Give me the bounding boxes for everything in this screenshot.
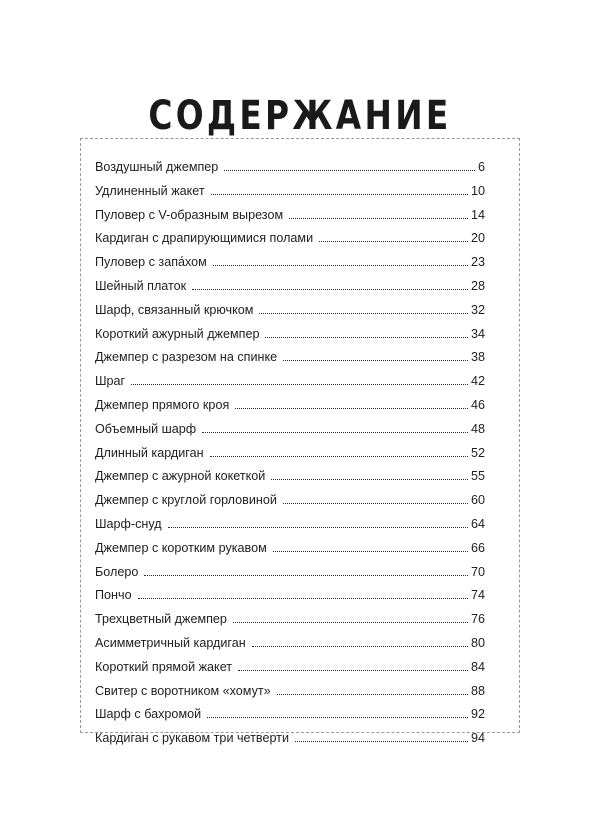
toc-entry-title: Джемпер с ажурной кокеткой	[95, 469, 266, 484]
toc-entry-page: 92	[470, 707, 485, 722]
toc-entry-title: Джемпер с круглой горловиной	[95, 493, 277, 508]
toc-entry[interactable]	[95, 156, 485, 180]
toc-dot-leader	[289, 218, 468, 219]
toc-entry[interactable]	[95, 561, 485, 585]
toc-entry[interactable]	[95, 680, 485, 704]
toc-entry[interactable]	[95, 323, 485, 347]
toc-dot-leader	[238, 670, 468, 671]
page-title: СОДЕРЖАНИЕ	[148, 92, 452, 139]
toc-dot-leader	[295, 741, 468, 742]
toc-dot-leader	[235, 408, 468, 409]
toc-entry-title: Трехцветный джемпер	[95, 612, 227, 627]
toc-entry-title: Шарф, связанный крючком	[95, 302, 254, 317]
toc-entry-title: Длинный кардиган	[95, 445, 204, 460]
toc-dot-leader	[271, 479, 468, 480]
toc-entry-page: 14	[470, 207, 485, 222]
toc-entry-page: 80	[470, 635, 485, 650]
toc-entry-title: Шейный платок	[95, 278, 187, 293]
toc-dot-leader	[283, 360, 468, 361]
toc-dot-leader	[277, 694, 468, 695]
toc-dot-leader	[144, 575, 468, 576]
toc-entry-page: 88	[470, 683, 485, 698]
toc-entry-title: Асимметричный кардиган	[95, 635, 246, 650]
toc-entry-title: Пуловер с запа́хом	[95, 255, 207, 270]
toc-dot-leader	[131, 384, 468, 385]
toc-entry-title: Шарф с бахромой	[95, 707, 202, 722]
toc-dot-leader	[224, 170, 475, 171]
toc-dot-leader	[252, 646, 468, 647]
toc-entry-page: 42	[470, 374, 485, 389]
toc-entry[interactable]	[95, 299, 485, 323]
toc-entry-page: 66	[470, 540, 485, 555]
toc-entry-page: 46	[470, 397, 485, 412]
toc-entry[interactable]	[95, 180, 485, 204]
toc-entry-title: Кардиган с рукавом три четверти	[95, 731, 289, 746]
toc-entry-title: Кардиган с драпирующимися полами	[95, 231, 314, 246]
table-of-contents	[95, 156, 485, 751]
toc-entry[interactable]	[95, 703, 485, 727]
toc-entry-page: 20	[470, 231, 485, 246]
toc-entry[interactable]	[95, 465, 485, 489]
toc-entry-title: Удлиненный жакет	[95, 183, 205, 198]
toc-entry-title: Воздушный джемпер	[95, 160, 219, 174]
toc-entry-page: 84	[470, 659, 485, 674]
toc-entry[interactable]	[95, 727, 485, 751]
toc-entry-title: Шраг	[95, 374, 126, 389]
toc-entry-page: 64	[470, 516, 485, 531]
toc-entry[interactable]	[95, 489, 485, 513]
toc-entry-page: 28	[470, 278, 485, 293]
toc-entry-page: 60	[470, 493, 485, 508]
toc-entry[interactable]	[95, 394, 485, 418]
toc-dot-leader	[265, 337, 468, 338]
toc-entry-page: 6	[477, 160, 485, 174]
toc-entry-title: Свитер с воротником «хомут»	[95, 683, 271, 698]
toc-dot-leader	[202, 432, 468, 433]
toc-entry-title: Пуловер с V-образным вырезом	[95, 207, 284, 222]
toc-entry[interactable]	[95, 418, 485, 442]
toc-entry-title: Джемпер с коротким рукавом	[95, 540, 267, 555]
toc-entry-title: Джемпер прямого кроя	[95, 397, 230, 412]
toc-entry[interactable]	[95, 513, 485, 537]
toc-dot-leader	[259, 313, 468, 314]
toc-entry[interactable]	[95, 656, 485, 680]
toc-entry-page: 52	[470, 445, 485, 460]
toc-entry-page: 34	[470, 326, 485, 341]
toc-entry[interactable]	[95, 584, 485, 608]
toc-dot-leader	[192, 289, 468, 290]
toc-dot-leader	[207, 717, 468, 718]
toc-entry-page: 23	[470, 255, 485, 270]
toc-entry[interactable]	[95, 608, 485, 632]
toc-dot-leader	[233, 622, 468, 623]
toc-entry-title: Болеро	[95, 564, 139, 579]
toc-entry-page: 55	[470, 469, 485, 484]
toc-entry[interactable]	[95, 346, 485, 370]
toc-entry-page: 10	[470, 183, 485, 198]
toc-entry[interactable]	[95, 537, 485, 561]
toc-dot-leader	[168, 527, 468, 528]
toc-entry[interactable]	[95, 442, 485, 466]
toc-entry[interactable]	[95, 275, 485, 299]
toc-entry[interactable]	[95, 227, 485, 251]
toc-entry-page: 74	[470, 588, 485, 603]
toc-entry-title: Джемпер с разрезом на спинке	[95, 350, 278, 365]
toc-entry[interactable]	[95, 632, 485, 656]
toc-entry[interactable]	[95, 370, 485, 394]
toc-dot-leader	[211, 194, 468, 195]
toc-entry-page: 32	[470, 302, 485, 317]
toc-entry-page: 38	[470, 350, 485, 365]
toc-dot-leader	[319, 241, 468, 242]
toc-entry[interactable]	[95, 204, 485, 228]
toc-entry-title: Короткий ажурный джемпер	[95, 326, 260, 341]
toc-entry-page: 70	[470, 564, 485, 579]
toc-entry-title: Объемный шарф	[95, 421, 197, 436]
toc-entry-page: 94	[470, 731, 485, 746]
toc-entry[interactable]	[95, 251, 485, 275]
toc-entry-page: 48	[470, 421, 485, 436]
toc-entry-title: Пончо	[95, 588, 132, 603]
toc-entry-title: Короткий прямой жакет	[95, 659, 233, 674]
toc-dot-leader	[273, 551, 468, 552]
toc-dot-leader	[210, 456, 468, 457]
toc-entry-page: 76	[470, 612, 485, 627]
toc-dot-leader	[213, 265, 468, 266]
toc-entry-title: Шарф-снуд	[95, 516, 162, 531]
toc-dot-leader	[138, 598, 468, 599]
toc-dot-leader	[283, 503, 468, 504]
